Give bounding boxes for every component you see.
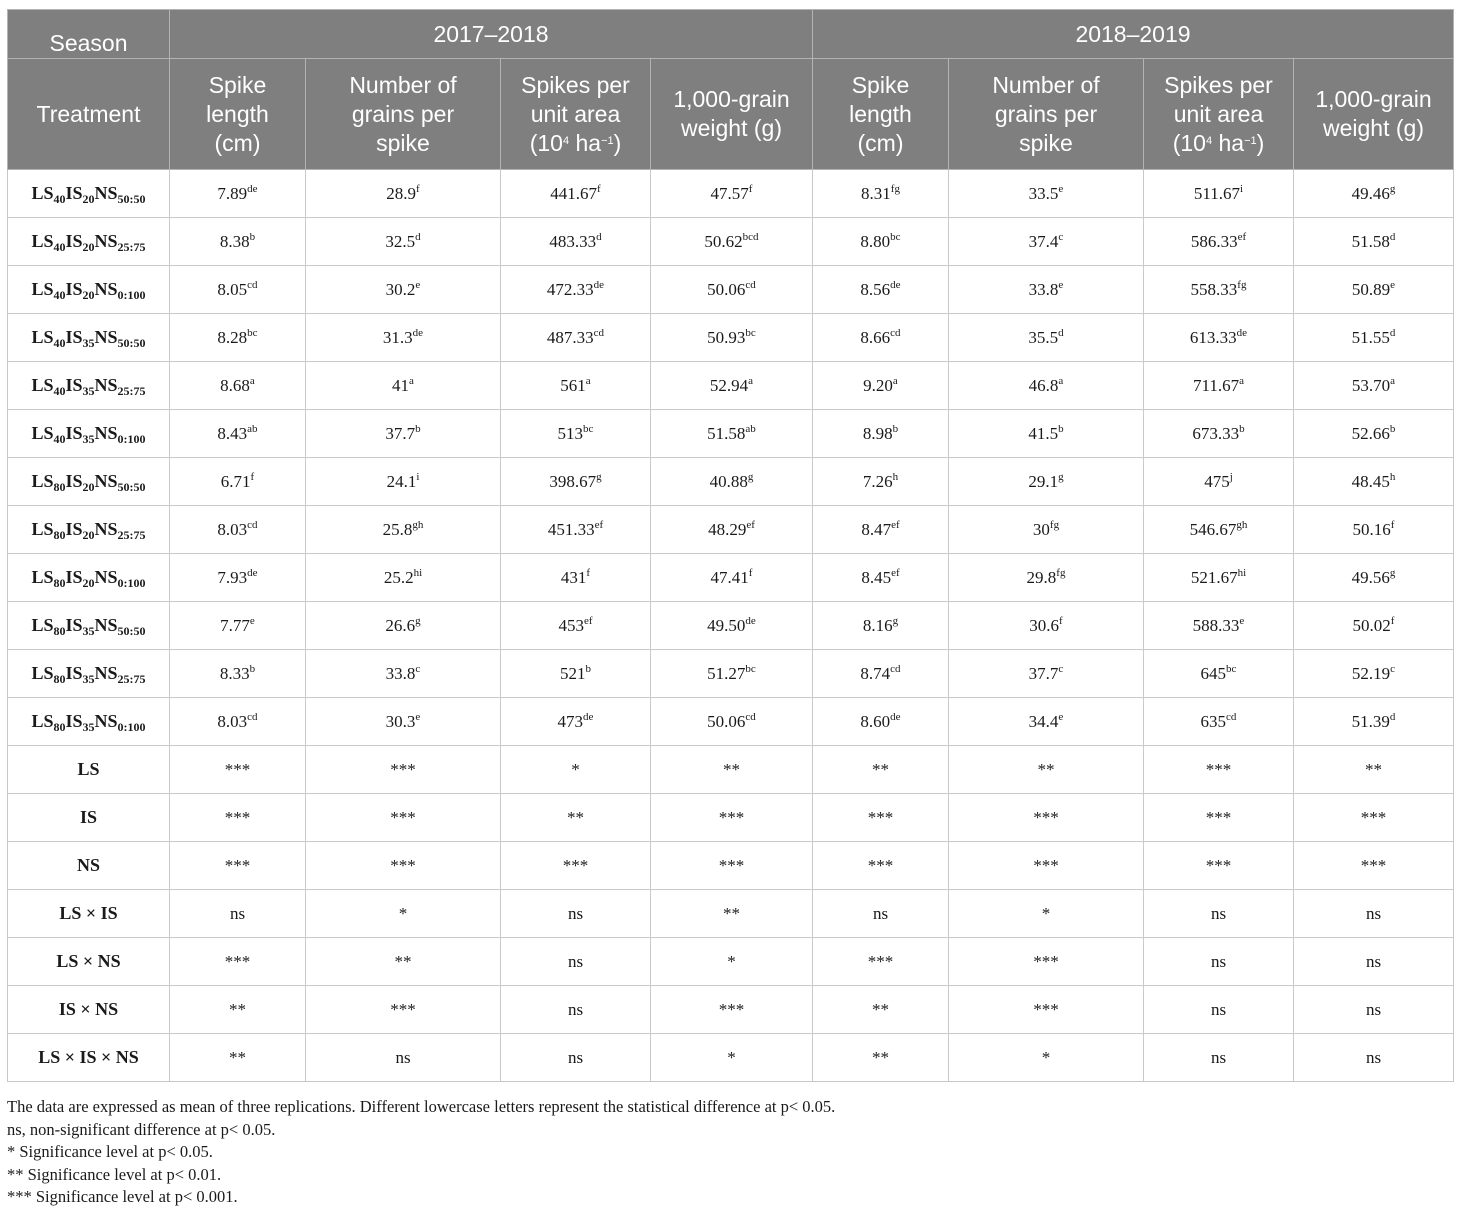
value-cell: 8.47$^{ef}$ bbox=[813, 506, 949, 554]
col-header-spikes-per-area-2018: Spikes per unit area ($10^4$ $ha^{-1}$) bbox=[1144, 59, 1294, 170]
value-cell: 613.33de bbox=[1144, 314, 1294, 362]
value-cell: 8.98$^b$ bbox=[813, 410, 949, 458]
table-row bbox=[8, 458, 1454, 506]
significance-cell: ns bbox=[501, 986, 651, 1034]
value-cell: $30^{fg}$ bbox=[949, 506, 1144, 554]
treatment-label: $LS_{40}IS_{20}NS_{25:75}$ bbox=[8, 218, 170, 266]
header-row-columns bbox=[8, 59, 1454, 170]
factor-label: LS × IS × NS bbox=[8, 1034, 170, 1082]
value-cell: 8.43$^{ab}$ bbox=[170, 410, 306, 458]
value-cell: 8.45$^{ef}$ bbox=[813, 554, 949, 602]
value-cell: 46.8$^a$ bbox=[949, 362, 1144, 410]
value-cell: 33.8$^c$ bbox=[306, 650, 501, 698]
treatment-label: $LS_{80}IS_{35}NS_{0:100}$ bbox=[8, 698, 170, 746]
value-cell: 473de bbox=[501, 698, 651, 746]
treatment-label: $LS_{40}IS_{35}NS_{50:50}$ bbox=[8, 314, 170, 362]
value-cell: 51.39$^d$ bbox=[1294, 698, 1454, 746]
value-cell: 50.06$^{cd}$ bbox=[651, 266, 813, 314]
treatment-label: $LS_{40}IS_{35}NS_{0:100}$ bbox=[8, 410, 170, 458]
value-cell: 30.6$^f$ bbox=[949, 602, 1144, 650]
value-cell: 24.1$^i$ bbox=[306, 458, 501, 506]
value-cell: 8.03$^{cd}$ bbox=[170, 506, 306, 554]
value-cell: 52.66$^b$ bbox=[1294, 410, 1454, 458]
significance-cell: ns bbox=[170, 890, 306, 938]
value-cell: 451.33$^{ef}$ bbox=[501, 506, 651, 554]
value-cell: 33.5e bbox=[949, 170, 1144, 218]
significance-cell: ns bbox=[1144, 890, 1294, 938]
footnote-p005: * Significance level at p< 0.05. bbox=[7, 1142, 213, 1161]
significance-cell: *** bbox=[949, 986, 1144, 1034]
anova-row bbox=[8, 842, 1454, 890]
value-cell: 8.66$^{cd}$ bbox=[813, 314, 949, 362]
col-header-grain-weight-2017: 1,000-grain weight (g) bbox=[651, 59, 813, 170]
value-cell: 29.1$^g$ bbox=[949, 458, 1144, 506]
significance-cell: ns bbox=[501, 1034, 651, 1082]
value-cell: 51.58$^{ab}$ bbox=[651, 410, 813, 458]
factor-label: LS bbox=[8, 746, 170, 794]
significance-cell: ** bbox=[813, 746, 949, 794]
value-cell: $513^{bc}$ bbox=[501, 410, 651, 458]
value-cell: 48.45$^h$ bbox=[1294, 458, 1454, 506]
treatment-label: $LS_{80}IS_{35}NS_{50:50}$ bbox=[8, 602, 170, 650]
significance-cell: *** bbox=[306, 986, 501, 1034]
value-cell: 472.33de bbox=[501, 266, 651, 314]
col-header-grain-weight-2018: 1,000-grain weight (g) bbox=[1294, 59, 1454, 170]
significance-cell: ** bbox=[1294, 746, 1454, 794]
significance-cell: * bbox=[501, 746, 651, 794]
value-cell: 52.19$^c$ bbox=[1294, 650, 1454, 698]
significance-cell: *** bbox=[813, 794, 949, 842]
value-cell: 30.2e bbox=[306, 266, 501, 314]
col-header-spike-length-2018: Spike length (cm) bbox=[813, 59, 949, 170]
value-cell: 711.67$^a$ bbox=[1144, 362, 1294, 410]
significance-cell: *** bbox=[170, 746, 306, 794]
value-cell: 48.29$^{ef}$ bbox=[651, 506, 813, 554]
factor-label: LS × NS bbox=[8, 938, 170, 986]
significance-cell: ns bbox=[1294, 938, 1454, 986]
value-cell: 7.89de bbox=[170, 170, 306, 218]
table-row bbox=[8, 218, 1454, 266]
value-cell: 521$^b$ bbox=[501, 650, 651, 698]
significance-cell: ns bbox=[813, 890, 949, 938]
significance-cell: *** bbox=[651, 986, 813, 1034]
significance-cell: *** bbox=[949, 794, 1144, 842]
significance-cell: *** bbox=[813, 938, 949, 986]
treatment-label: $LS_{80}IS_{20}NS_{25:75}$ bbox=[8, 506, 170, 554]
value-cell: 31.3de bbox=[306, 314, 501, 362]
significance-cell: * bbox=[949, 890, 1144, 938]
table-footnotes bbox=[7, 1096, 835, 1209]
value-cell: 586.33$^{ef}$ bbox=[1144, 218, 1294, 266]
col-header-spikes-per-area-2017: Spikes per unit area ($10^4$ $ha^{-1}$) bbox=[501, 59, 651, 170]
table-row bbox=[8, 554, 1454, 602]
value-cell: 50.16$^f$ bbox=[1294, 506, 1454, 554]
significance-cell: ns bbox=[1294, 890, 1454, 938]
table-row bbox=[8, 602, 1454, 650]
treatment-label: $LS_{40}IS_{20}NS_{0:100}$ bbox=[8, 266, 170, 314]
significance-cell: ** bbox=[949, 746, 1144, 794]
value-cell: 26.6$^g$ bbox=[306, 602, 501, 650]
significance-cell: *** bbox=[501, 842, 651, 890]
significance-cell: * bbox=[651, 938, 813, 986]
value-cell: 37.4$^c$ bbox=[949, 218, 1144, 266]
significance-cell: ns bbox=[501, 938, 651, 986]
significance-cell: *** bbox=[170, 938, 306, 986]
value-cell: 41.5$^b$ bbox=[949, 410, 1144, 458]
value-cell: 28.9$^f$ bbox=[306, 170, 501, 218]
value-cell: 34.4e bbox=[949, 698, 1144, 746]
value-cell: 50.02$^f$ bbox=[1294, 602, 1454, 650]
significance-cell: ns bbox=[1294, 1034, 1454, 1082]
value-cell: 8.05$^{cd}$ bbox=[170, 266, 306, 314]
anova-row bbox=[8, 1034, 1454, 1082]
value-cell: 29.8$^{fg}$ bbox=[949, 554, 1144, 602]
table-row bbox=[8, 506, 1454, 554]
table-row bbox=[8, 698, 1454, 746]
significance-cell: *** bbox=[813, 842, 949, 890]
value-cell: 49.56$^g$ bbox=[1294, 554, 1454, 602]
table-row bbox=[8, 314, 1454, 362]
col-header-grains-per-spike-2017: Number of grains per spike bbox=[306, 59, 501, 170]
col-header-grains-per-spike-2018: Number of grains per spike bbox=[949, 59, 1144, 170]
season-2017-2018-header: 2017–2018 bbox=[170, 10, 813, 59]
table-row bbox=[8, 410, 1454, 458]
value-cell: 30.3e bbox=[306, 698, 501, 746]
footnote-p0001: *** Significance level at p< 0.001. bbox=[7, 1187, 238, 1206]
col-header-spike-length-2017: Spike length (cm) bbox=[170, 59, 306, 170]
significance-cell: *** bbox=[306, 842, 501, 890]
significance-cell: * bbox=[949, 1034, 1144, 1082]
value-cell: 50.93$^{bc}$ bbox=[651, 314, 813, 362]
value-cell: 50.62$^{bcd}$ bbox=[651, 218, 813, 266]
value-cell: 8.03$^{cd}$ bbox=[170, 698, 306, 746]
value-cell: 53.70$^a$ bbox=[1294, 362, 1454, 410]
table-row bbox=[8, 266, 1454, 314]
value-cell: 51.27$^{bc}$ bbox=[651, 650, 813, 698]
value-cell: 8.68$^a$ bbox=[170, 362, 306, 410]
significance-cell: *** bbox=[949, 842, 1144, 890]
treatment-label: $LS_{80}IS_{35}NS_{25:75}$ bbox=[8, 650, 170, 698]
value-cell: 51.58$^d$ bbox=[1294, 218, 1454, 266]
treatment-label: $LS_{40}IS_{35}NS_{25:75}$ bbox=[8, 362, 170, 410]
treatment-header: Treatment bbox=[8, 59, 170, 170]
value-cell: 50.89e bbox=[1294, 266, 1454, 314]
value-cell: 8.80$^{bc}$ bbox=[813, 218, 949, 266]
value-cell: 37.7$^b$ bbox=[306, 410, 501, 458]
value-cell: 9.20$^a$ bbox=[813, 362, 949, 410]
season-2018-2019-header: 2018–2019 bbox=[813, 10, 1454, 59]
value-cell: 8.16$^g$ bbox=[813, 602, 949, 650]
footnote-p001: ** Significance level at p< 0.01. bbox=[7, 1164, 222, 1184]
significance-cell: ns bbox=[1144, 1034, 1294, 1082]
table-row bbox=[8, 362, 1454, 410]
significance-cell: ns bbox=[1144, 938, 1294, 986]
value-cell: 52.94$^a$ bbox=[651, 362, 813, 410]
value-cell: 35.5$^d$ bbox=[949, 314, 1144, 362]
value-cell: 51.55$^d$ bbox=[1294, 314, 1454, 362]
value-cell: 6.71$^f$ bbox=[170, 458, 306, 506]
value-cell: 546.67$^{gh}$ bbox=[1144, 506, 1294, 554]
significance-cell: *** bbox=[306, 794, 501, 842]
significance-cell: ** bbox=[651, 890, 813, 938]
significance-cell: *** bbox=[949, 938, 1144, 986]
value-cell: 25.8$^{gh}$ bbox=[306, 506, 501, 554]
significance-cell: *** bbox=[651, 842, 813, 890]
factor-label: NS bbox=[8, 842, 170, 890]
significance-cell: ** bbox=[813, 1034, 949, 1082]
anova-row bbox=[8, 746, 1454, 794]
value-cell: 8.60de bbox=[813, 698, 949, 746]
significance-cell: *** bbox=[170, 842, 306, 890]
significance-cell: ns bbox=[306, 1034, 501, 1082]
anova-row bbox=[8, 986, 1454, 1034]
value-cell: $25.2^{hi}$ bbox=[306, 554, 501, 602]
value-cell: 558.33$^{fg}$ bbox=[1144, 266, 1294, 314]
value-cell: 49.50de bbox=[651, 602, 813, 650]
treatment-label: $LS_{80}IS_{20}NS_{0:100}$ bbox=[8, 554, 170, 602]
anova-row bbox=[8, 938, 1454, 986]
factor-label: IS × NS bbox=[8, 986, 170, 1034]
value-cell: 588.33e bbox=[1144, 602, 1294, 650]
value-cell: 37.7$^c$ bbox=[949, 650, 1144, 698]
value-cell: 50.06$^{cd}$ bbox=[651, 698, 813, 746]
table-body bbox=[8, 170, 1454, 1082]
significance-cell: *** bbox=[306, 746, 501, 794]
factor-label: IS bbox=[8, 794, 170, 842]
significance-cell: *** bbox=[1144, 794, 1294, 842]
significance-cell: * bbox=[306, 890, 501, 938]
significance-cell: ** bbox=[501, 794, 651, 842]
significance-cell: *** bbox=[1144, 746, 1294, 794]
value-cell: 8.33$^b$ bbox=[170, 650, 306, 698]
value-cell: $635^{cd}$ bbox=[1144, 698, 1294, 746]
header-row-seasons bbox=[8, 10, 1454, 59]
value-cell: 483.33$^d$ bbox=[501, 218, 651, 266]
value-cell: 47.57$^f$ bbox=[651, 170, 813, 218]
anova-row bbox=[8, 794, 1454, 842]
significance-cell: ns bbox=[1294, 986, 1454, 1034]
table-container bbox=[7, 9, 1453, 1082]
value-cell: 475$^j$ bbox=[1144, 458, 1294, 506]
value-cell: $453^{ef}$ bbox=[501, 602, 651, 650]
footnote-ns: ns, non-significant difference at p< 0.05. bbox=[7, 1119, 276, 1139]
value-cell: 41$^a$ bbox=[306, 362, 501, 410]
value-cell: $521.67^{hi}$ bbox=[1144, 554, 1294, 602]
significance-cell: * bbox=[651, 1034, 813, 1082]
value-cell: 561$^a$ bbox=[501, 362, 651, 410]
value-cell: 33.8e bbox=[949, 266, 1144, 314]
significance-cell: ** bbox=[170, 986, 306, 1034]
significance-cell: ns bbox=[501, 890, 651, 938]
significance-cell: ** bbox=[170, 1034, 306, 1082]
value-cell: 8.56de bbox=[813, 266, 949, 314]
value-cell: 40.88$^g$ bbox=[651, 458, 813, 506]
value-cell: 8.38$^b$ bbox=[170, 218, 306, 266]
yield-components-table bbox=[7, 9, 1454, 1082]
significance-cell: ** bbox=[813, 986, 949, 1034]
value-cell: 398.67$^g$ bbox=[501, 458, 651, 506]
significance-cell: ns bbox=[1144, 986, 1294, 1034]
value-cell: 487.33$^{cd}$ bbox=[501, 314, 651, 362]
value-cell: 49.46$^g$ bbox=[1294, 170, 1454, 218]
value-cell: 7.26$^h$ bbox=[813, 458, 949, 506]
significance-cell: *** bbox=[170, 794, 306, 842]
significance-cell: ** bbox=[306, 938, 501, 986]
treatment-label: $LS_{40}IS_{20}NS_{50:50}$ bbox=[8, 170, 170, 218]
significance-cell: *** bbox=[1144, 842, 1294, 890]
value-cell: 431$^f$ bbox=[501, 554, 651, 602]
value-cell: 8.74$^{cd}$ bbox=[813, 650, 949, 698]
value-cell: 511.67$^i$ bbox=[1144, 170, 1294, 218]
season-header: Season bbox=[8, 10, 170, 59]
value-cell: 441.67$^f$ bbox=[501, 170, 651, 218]
significance-cell: *** bbox=[1294, 794, 1454, 842]
value-cell: 673.33$^b$ bbox=[1144, 410, 1294, 458]
factor-label: LS × IS bbox=[8, 890, 170, 938]
significance-cell: *** bbox=[651, 794, 813, 842]
value-cell: $645^{bc}$ bbox=[1144, 650, 1294, 698]
significance-cell: *** bbox=[1294, 842, 1454, 890]
anova-row bbox=[8, 890, 1454, 938]
value-cell: 7.77e bbox=[170, 602, 306, 650]
significance-cell: ** bbox=[651, 746, 813, 794]
value-cell: 32.5$^d$ bbox=[306, 218, 501, 266]
value-cell: 8.31$^{fg}$ bbox=[813, 170, 949, 218]
value-cell: 7.93de bbox=[170, 554, 306, 602]
value-cell: 8.28$^{bc}$ bbox=[170, 314, 306, 362]
value-cell: 47.41$^f$ bbox=[651, 554, 813, 602]
treatment-label: $LS_{80}IS_{20}NS_{50:50}$ bbox=[8, 458, 170, 506]
table-row bbox=[8, 170, 1454, 218]
footnote-mean: The data are expressed as mean of three replications. Different lowercase letters represent the statistical difference at p< 0.05. bbox=[7, 1097, 836, 1116]
table-row bbox=[8, 650, 1454, 698]
